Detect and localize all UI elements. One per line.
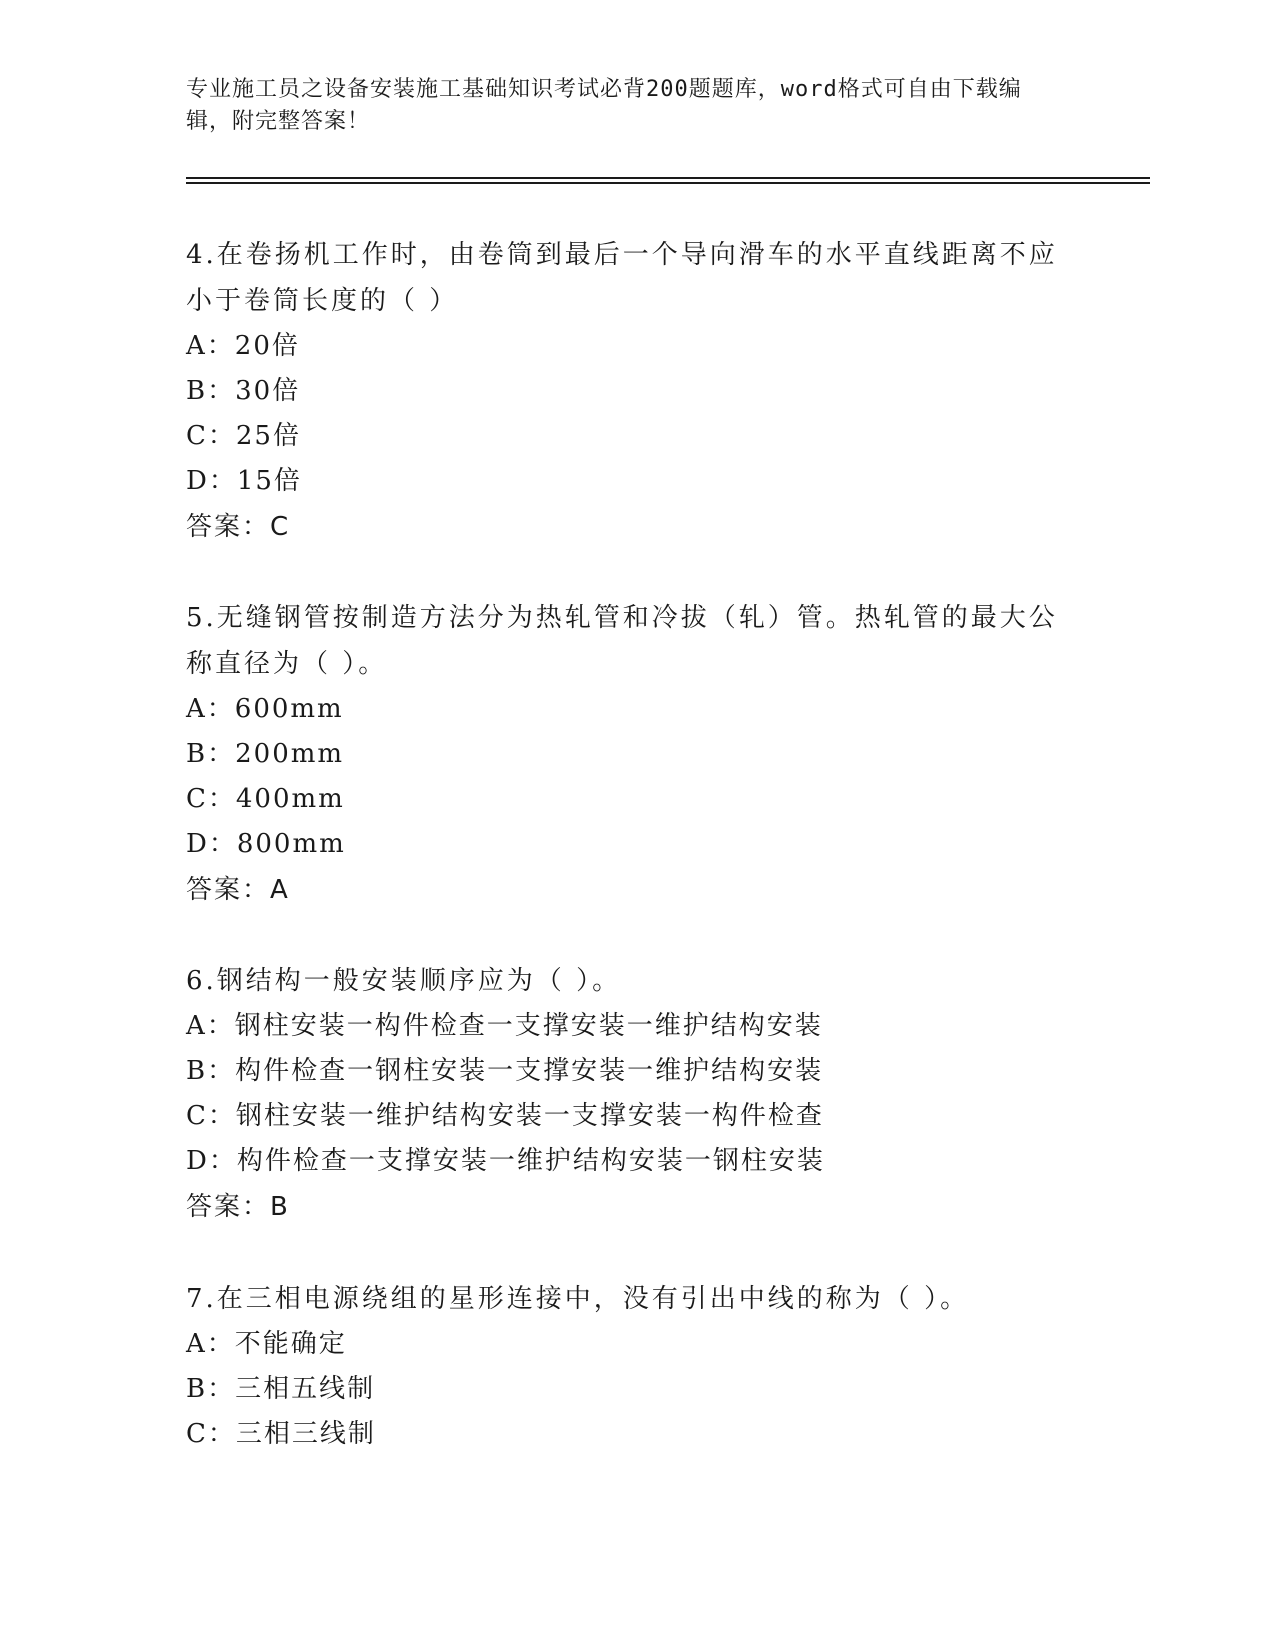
document-header: 专业施工员之设备安装施工基础知识考试必背200题题库，word格式可自由下载编辑，附完整答案！ <box>186 77 1022 134</box>
question-stem: 6.钢结构一般安装顺序应为（ ）。 <box>186 966 622 996</box>
option-b: B：三相五线制 <box>186 1374 376 1404</box>
option-d: D：800mm <box>186 829 346 859</box>
option-d: D：15倍 <box>186 466 302 496</box>
option-c: C：400mm <box>186 784 345 814</box>
question-6 <box>186 958 1066 1230</box>
answer-label: 答案：A <box>186 875 290 905</box>
question-stem: 5.无缝钢管按制造方法分为热轧管和冷拔（轧）管。热轧管的最大公称直径为（ ）。 <box>186 603 1058 679</box>
option-a: A：20倍 <box>186 331 300 361</box>
answer-label: 答案：B <box>186 1192 290 1222</box>
option-b: B：构件检查一钢柱安装一支撑安装一维护结构安装 <box>186 1056 824 1086</box>
question-stem: 4.在卷扬机工作时，由卷筒到最后一个导向滑车的水平直线距离不应小于卷筒长度的（ ） <box>186 240 1058 316</box>
option-b: B：200mm <box>186 739 345 769</box>
answer-label: 答案：C <box>186 512 291 542</box>
option-a: A：600mm <box>186 694 344 724</box>
question-7 <box>186 1276 1066 1457</box>
option-a: A：钢柱安装一构件检查一支撑安装一维护结构安装 <box>186 1011 823 1041</box>
option-c: C：三相三线制 <box>186 1419 376 1449</box>
question-5 <box>186 595 1066 913</box>
question-stem: 7.在三相电源绕组的星形连接中，没有引出中线的称为（ ）。 <box>186 1284 970 1314</box>
option-c: C：钢柱安装一维护结构安装一支撑安装一构件检查 <box>186 1101 824 1131</box>
option-a: A：不能确定 <box>186 1329 347 1359</box>
header-divider-bottom <box>186 182 1150 184</box>
option-c: C：25倍 <box>186 421 301 451</box>
option-d: D：构件检查一支撑安装一维护结构安装一钢柱安装 <box>186 1146 825 1176</box>
header-divider-top <box>186 177 1150 179</box>
option-b: B：30倍 <box>186 376 301 406</box>
question-4 <box>186 232 1066 550</box>
